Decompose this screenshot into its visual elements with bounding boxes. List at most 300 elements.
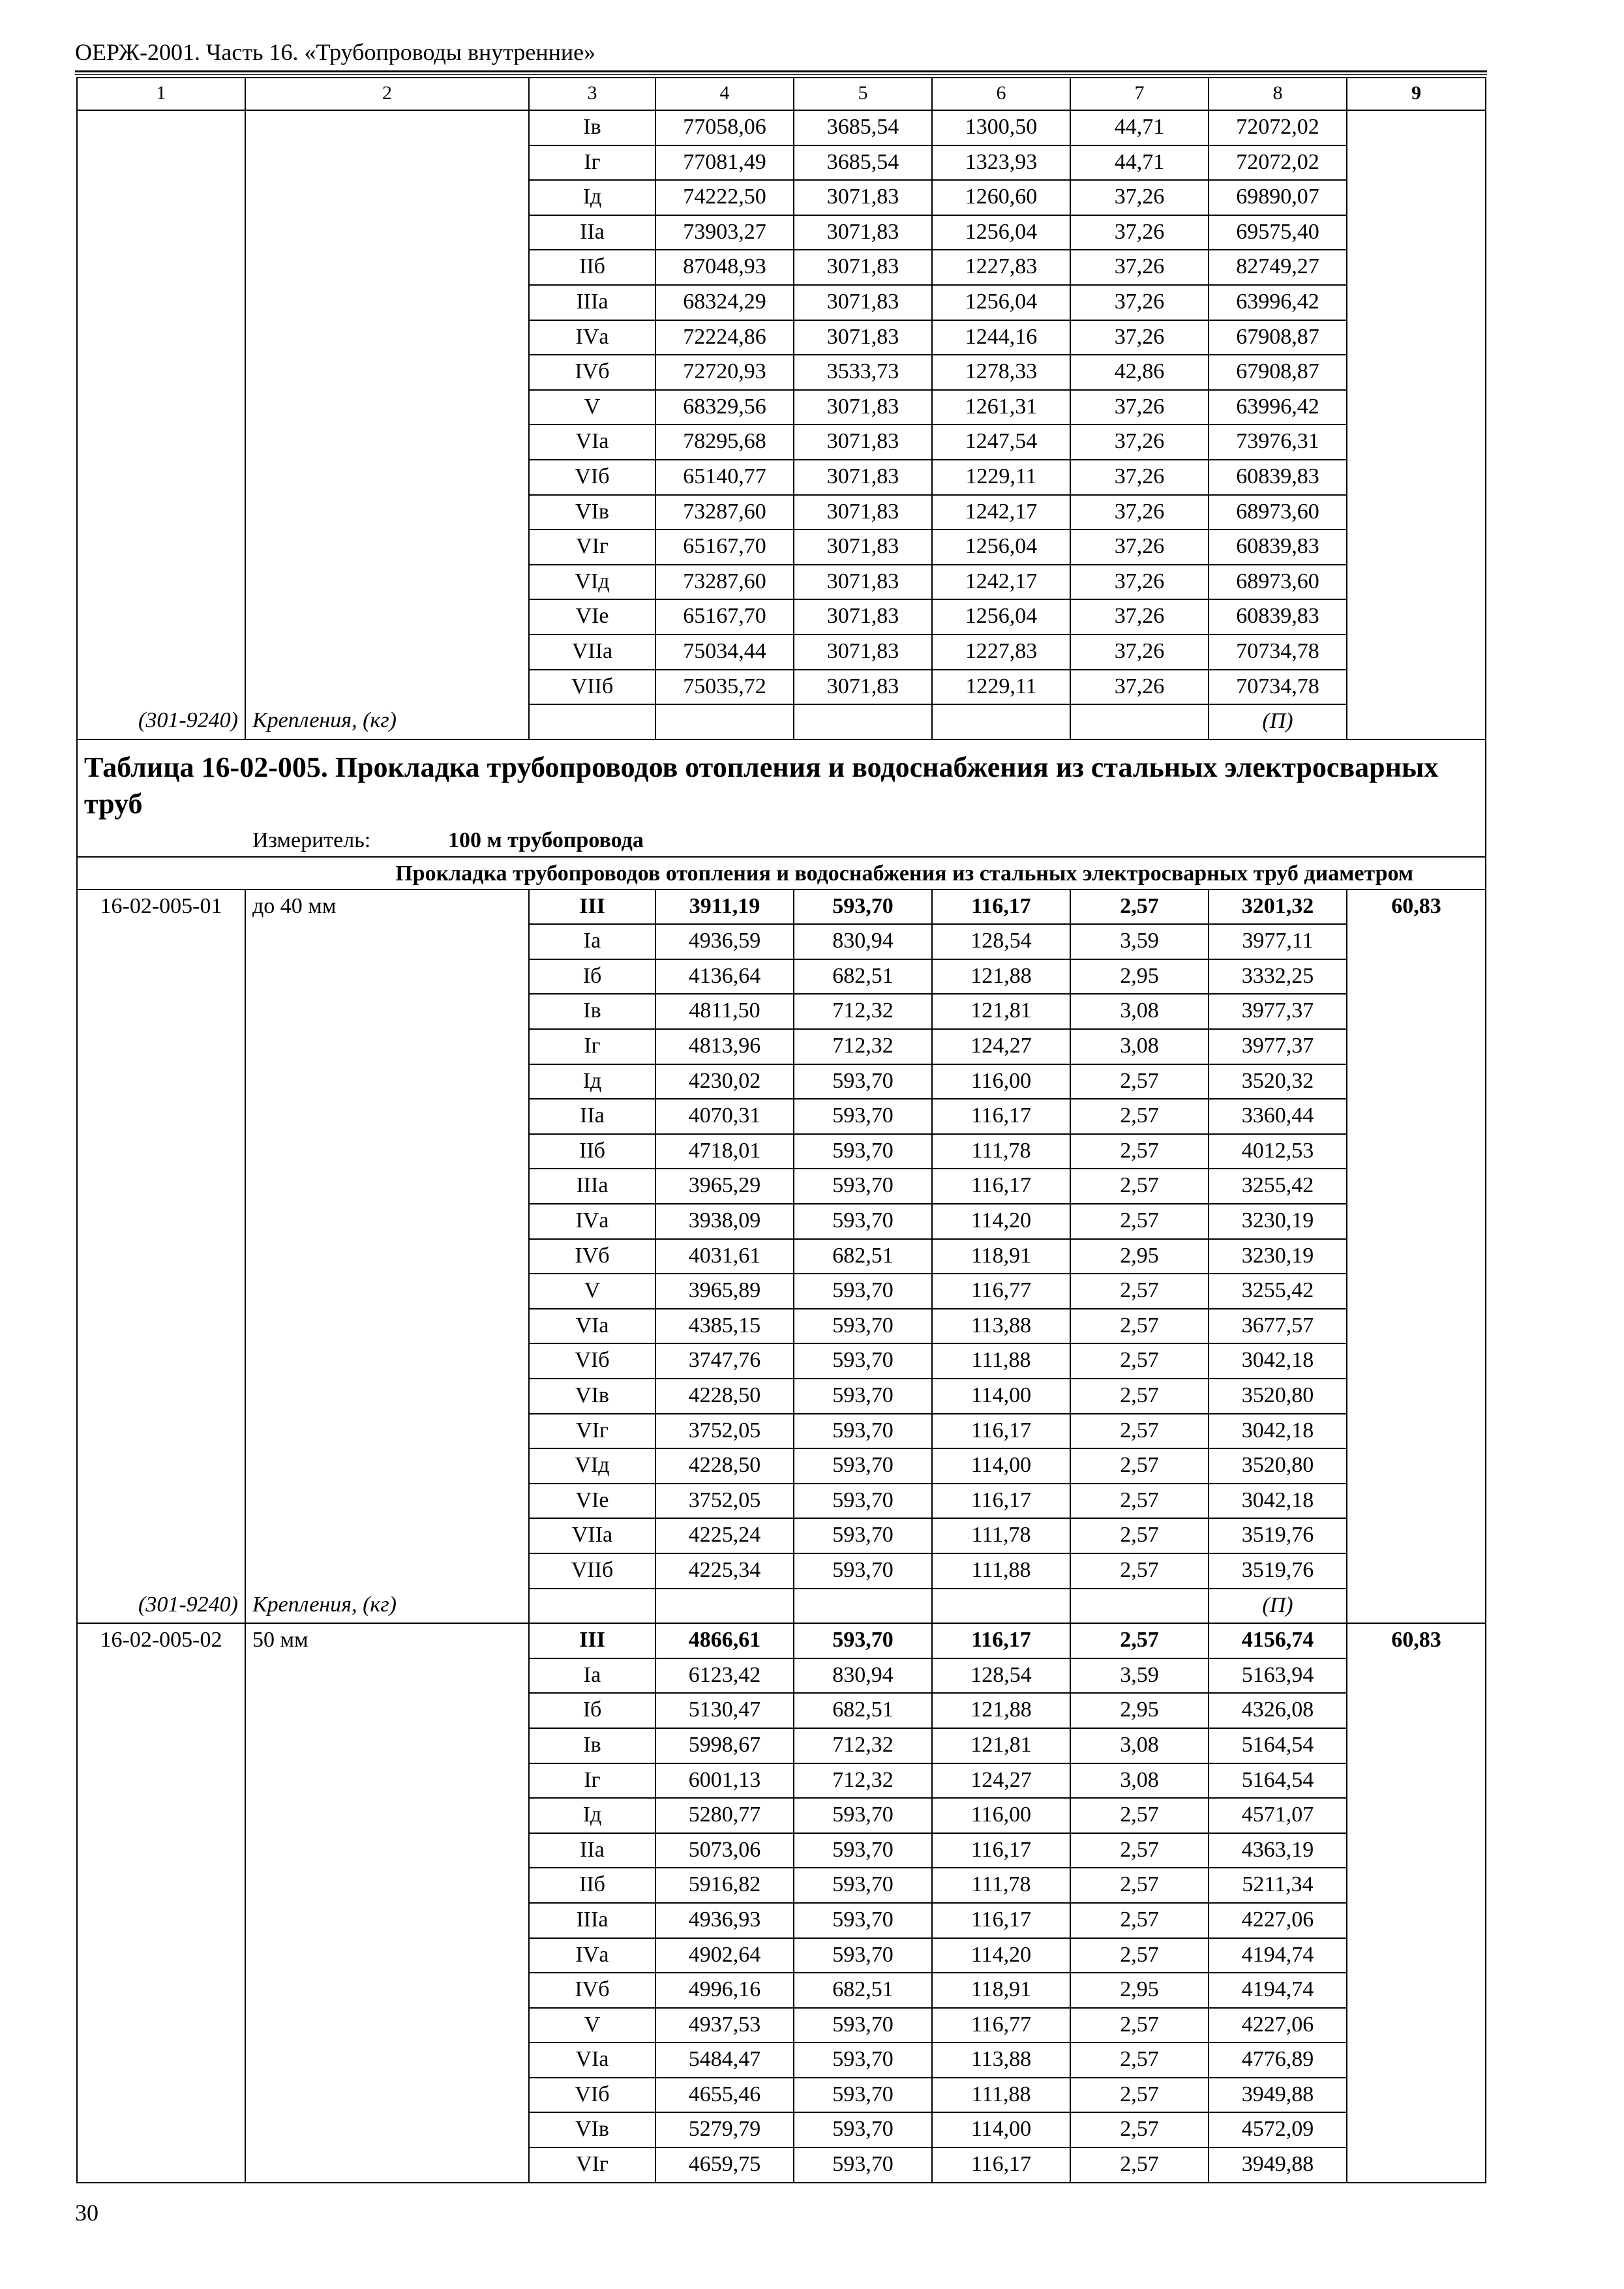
price-value: 69575,40: [1209, 215, 1347, 250]
price-value: 1229,11: [932, 460, 1070, 495]
price-value: 1227,83: [932, 635, 1070, 670]
price-value: 5279,79: [655, 2112, 794, 2147]
zone-code: VIв: [529, 495, 655, 530]
price-value: 60839,83: [1209, 460, 1347, 495]
page-header: ОЕРЖ-2001. Часть 16. «Трубопроводы внутренние»: [75, 39, 596, 65]
price-value: 2,57: [1070, 1309, 1209, 1344]
price-value: 3520,80: [1209, 1379, 1347, 1414]
blank-cell: [77, 1134, 245, 1169]
blank-cell: [245, 1868, 529, 1903]
zone-code: VIа: [529, 425, 655, 460]
blank-cell: [245, 460, 529, 495]
blank-cell: [245, 1728, 529, 1763]
price-value: 593,70: [794, 1448, 932, 1484]
blank-cell: [1347, 924, 1486, 959]
page-number: 30: [75, 2200, 98, 2226]
price-value: 4225,34: [655, 1553, 794, 1589]
blank-cell: [77, 180, 245, 215]
price-value: 2,57: [1070, 1553, 1209, 1589]
price-value: 82749,27: [1209, 250, 1347, 285]
price-value: 68973,60: [1209, 565, 1347, 600]
blank-cell: [1347, 1343, 1486, 1379]
blank-cell: [77, 390, 245, 425]
blank-cell: [1347, 1169, 1486, 1204]
price-value: 1256,04: [932, 285, 1070, 320]
price-value: 712,32: [794, 1029, 932, 1064]
blank-cell: [245, 250, 529, 285]
price-value: 37,26: [1070, 599, 1209, 635]
table-row: [77, 1134, 1486, 1169]
price-value: 1247,54: [932, 425, 1070, 460]
zone-code: IVб: [529, 1239, 655, 1274]
price-value: 5164,54: [1209, 1763, 1347, 1799]
blank-cell: [77, 599, 245, 635]
price-value: 3255,42: [1209, 1274, 1347, 1309]
blank-cell: [1347, 1553, 1486, 1589]
price-value: 2,57: [1070, 1169, 1209, 1204]
price-value: 4194,74: [1209, 1938, 1347, 1973]
blank-cell: [77, 355, 245, 390]
zone-code: V: [529, 390, 655, 425]
blank-cell: [245, 285, 529, 320]
price-value: 70734,78: [1209, 635, 1347, 670]
price-value: 3747,76: [655, 1343, 794, 1379]
blank-cell: [1347, 1064, 1486, 1100]
blank-cell: [77, 145, 245, 181]
price-value: 72072,02: [1209, 145, 1347, 181]
price-value: 4776,89: [1209, 2042, 1347, 2078]
blank-cell: [1347, 704, 1486, 740]
zone-code: IIб: [529, 1868, 655, 1903]
price-value: 116,77: [932, 2008, 1070, 2043]
table-subheader: Прокладка трубопроводов отопления и водоснабжения из стальных электросварных труб диаметром: [77, 857, 1486, 890]
zone-code: V: [529, 2008, 655, 2043]
price-value: 3685,54: [794, 110, 932, 145]
price-value: 4326,08: [1209, 1693, 1347, 1728]
blank-cell: [245, 2078, 529, 2113]
price-value: 4194,74: [1209, 1973, 1347, 2008]
price-value: 2,57: [1070, 1064, 1209, 1100]
price-value: 4156,74: [1209, 1623, 1347, 1658]
blank-cell: [1347, 355, 1486, 390]
measure-cell: [77, 827, 1486, 857]
price-value: 593,70: [794, 1868, 932, 1903]
blank-cell: [77, 1553, 245, 1589]
zone-code: VIб: [529, 460, 655, 495]
price-value: 37,26: [1070, 495, 1209, 530]
price-value: 3042,18: [1209, 1343, 1347, 1379]
table-row: [77, 425, 1486, 460]
price-value: 1278,33: [932, 355, 1070, 390]
price-value: 593,70: [794, 1064, 932, 1100]
zone-code: IVа: [529, 1204, 655, 1239]
zone-code: IIIа: [529, 285, 655, 320]
blank-cell: [77, 1274, 245, 1309]
price-value: 67908,87: [1209, 355, 1347, 390]
table-body: [77, 78, 1486, 2183]
blank-cell: [245, 994, 529, 1029]
price-value: 75035,72: [655, 670, 794, 705]
blank-cell: [77, 1763, 245, 1799]
price-value: 68973,60: [1209, 495, 1347, 530]
blank-cell: [245, 2112, 529, 2147]
column-number: 9: [1347, 78, 1486, 110]
price-value: 3520,32: [1209, 1064, 1347, 1100]
price-value: 593,70: [794, 1623, 932, 1658]
price-value: 73287,60: [655, 495, 794, 530]
table-row: [77, 1973, 1486, 2008]
blank-cell: [245, 1798, 529, 1833]
blank-cell: [1347, 1658, 1486, 1694]
blank-cell: [1347, 2042, 1486, 2078]
price-value: 593,70: [794, 1518, 932, 1553]
price-value: 3519,76: [1209, 1518, 1347, 1553]
price-value: 3042,18: [1209, 1414, 1347, 1449]
price-value: 4228,50: [655, 1379, 794, 1414]
table-row: [77, 1448, 1486, 1484]
blank-cell: [245, 1693, 529, 1728]
table-row: [77, 599, 1486, 635]
price-value: 73903,27: [655, 215, 794, 250]
blank-cell: [77, 1484, 245, 1519]
column-number-row: [77, 78, 1486, 110]
zone-code: IIа: [529, 1099, 655, 1134]
price-value: 3071,83: [794, 670, 932, 705]
price-value: 37,26: [1070, 320, 1209, 355]
blank-cell: [77, 565, 245, 600]
blank-cell: [1347, 1239, 1486, 1274]
column-number: 1: [77, 78, 245, 110]
price-value: 3977,37: [1209, 994, 1347, 1029]
blank-cell: [77, 670, 245, 705]
price-value: 3071,83: [794, 180, 932, 215]
blank-cell: [932, 704, 1070, 740]
blank-cell: [77, 1728, 245, 1763]
price-value: 1256,04: [932, 599, 1070, 635]
blank-cell: [1347, 1099, 1486, 1134]
price-value: 1242,17: [932, 565, 1070, 600]
zone-code: IVа: [529, 1938, 655, 1973]
table-row: [77, 2008, 1486, 2043]
table-row: [77, 1868, 1486, 1903]
zone-code: Iв: [529, 1728, 655, 1763]
fastening-value: (П): [1209, 1589, 1347, 1624]
blank-cell: [245, 565, 529, 600]
price-value: 4902,64: [655, 1938, 794, 1973]
blank-cell: [77, 2112, 245, 2147]
zone-code: VIд: [529, 1448, 655, 1484]
table-row: [77, 1553, 1486, 1589]
table-row: [77, 530, 1486, 565]
blank-cell: [1070, 1589, 1209, 1624]
price-value: 114,20: [932, 1204, 1070, 1239]
blank-cell: [77, 320, 245, 355]
price-value: 682,51: [794, 1973, 932, 2008]
price-value: 593,70: [794, 1484, 932, 1519]
blank-cell: [1347, 460, 1486, 495]
blank-cell: [1347, 1448, 1486, 1484]
blank-cell: [1347, 1484, 1486, 1519]
blank-cell: [245, 635, 529, 670]
zone-code: VIе: [529, 599, 655, 635]
table-row: [77, 1379, 1486, 1414]
price-value: 67908,87: [1209, 320, 1347, 355]
position-code: 16-02-005-02: [77, 1623, 245, 1658]
price-value: 3,08: [1070, 1029, 1209, 1064]
table-row: [77, 2147, 1486, 2183]
price-value: 2,57: [1070, 1484, 1209, 1519]
zone-code: Iб: [529, 959, 655, 995]
blank-cell: [77, 1239, 245, 1274]
blank-cell: [245, 2042, 529, 2078]
price-value: 116,17: [932, 1623, 1070, 1658]
table-row: [77, 994, 1486, 1029]
header-rule-thick: [75, 70, 1487, 72]
price-value: 682,51: [794, 1239, 932, 1274]
price-value: 116,17: [932, 890, 1070, 925]
header-rule-thin: [75, 74, 1487, 75]
zone-code: VIе: [529, 1484, 655, 1519]
price-value: 118,91: [932, 1973, 1070, 2008]
price-value: 44,71: [1070, 110, 1209, 145]
column-number: 4: [655, 78, 794, 110]
price-value: 111,88: [932, 1553, 1070, 1589]
blank-cell: [245, 1484, 529, 1519]
price-value: 116,77: [932, 1274, 1070, 1309]
table-row: [77, 355, 1486, 390]
blank-cell: [245, 215, 529, 250]
blank-cell: [77, 530, 245, 565]
price-value: 4937,53: [655, 2008, 794, 2043]
blank-cell: [245, 1518, 529, 1553]
price-value: 593,70: [794, 2008, 932, 2043]
blank-cell: [245, 1938, 529, 1973]
price-value: 593,70: [794, 1903, 932, 1938]
price-value: 3965,89: [655, 1274, 794, 1309]
blank-cell: [1347, 1589, 1486, 1624]
blank-cell: [1347, 565, 1486, 600]
price-value: 3752,05: [655, 1484, 794, 1519]
blank-cell: [245, 180, 529, 215]
table-row: [77, 565, 1486, 600]
zone-code: VIг: [529, 1414, 655, 1449]
price-value: 2,57: [1070, 890, 1209, 925]
price-value: 5998,67: [655, 1728, 794, 1763]
zone-code: Iа: [529, 924, 655, 959]
column-number: 5: [794, 78, 932, 110]
blank-cell: [77, 635, 245, 670]
price-value: 1256,04: [932, 530, 1070, 565]
zone-code: VIа: [529, 2042, 655, 2078]
zone-code: IIа: [529, 1833, 655, 1868]
blank-cell: [1347, 110, 1486, 145]
price-value: 4227,06: [1209, 2008, 1347, 2043]
price-value: 3938,09: [655, 1204, 794, 1239]
zone-code: IVа: [529, 320, 655, 355]
blank-cell: [77, 1903, 245, 1938]
blank-cell: [1347, 1204, 1486, 1239]
price-value: 593,70: [794, 1833, 932, 1868]
price-value: 111,78: [932, 1868, 1070, 1903]
blank-cell: [1347, 2078, 1486, 2113]
price-value: 77058,06: [655, 110, 794, 145]
zone-code: Iд: [529, 1798, 655, 1833]
blank-cell: [1347, 145, 1486, 181]
price-value: 593,70: [794, 1343, 932, 1379]
blank-cell: [77, 1414, 245, 1449]
price-value: 593,70: [794, 2147, 932, 2183]
price-value: 1244,16: [932, 320, 1070, 355]
price-value: 6123,42: [655, 1658, 794, 1694]
price-value: 593,70: [794, 1134, 932, 1169]
blank-cell: [77, 994, 245, 1029]
measure-row: [77, 827, 1486, 857]
price-value: 2,57: [1070, 2042, 1209, 2078]
price-value: 3071,83: [794, 390, 932, 425]
price-value: 682,51: [794, 959, 932, 995]
blank-cell: [245, 1379, 529, 1414]
price-value: 75034,44: [655, 635, 794, 670]
table-row: [77, 180, 1486, 215]
price-value: 3071,83: [794, 320, 932, 355]
price-value: 68324,29: [655, 285, 794, 320]
blank-cell: [529, 704, 655, 740]
price-value: 712,32: [794, 994, 932, 1029]
price-value: 593,70: [794, 890, 932, 925]
price-value: 2,95: [1070, 1973, 1209, 2008]
price-value: 593,70: [794, 1204, 932, 1239]
price-value: 128,54: [932, 1658, 1070, 1694]
blank-cell: [245, 1903, 529, 1938]
blank-cell: [77, 425, 245, 460]
blank-cell: [1347, 2008, 1486, 2043]
blank-cell: [1347, 425, 1486, 460]
price-value: 2,95: [1070, 1239, 1209, 1274]
price-value: 4866,61: [655, 1623, 794, 1658]
blank-cell: [1347, 1379, 1486, 1414]
blank-cell: [1347, 959, 1486, 995]
price-value: 1261,31: [932, 390, 1070, 425]
price-value: 4031,61: [655, 1239, 794, 1274]
zone-code: VIв: [529, 2112, 655, 2147]
table-row: [77, 110, 1486, 145]
price-value: 3255,42: [1209, 1169, 1347, 1204]
table-row: [77, 670, 1486, 705]
price-value: 593,70: [794, 1309, 932, 1344]
price-value: 3071,83: [794, 495, 932, 530]
blank-cell: [1347, 250, 1486, 285]
blank-cell: [245, 1274, 529, 1309]
blank-cell: [245, 1309, 529, 1344]
price-value: 4655,46: [655, 2078, 794, 2113]
price-value: 4227,06: [1209, 1903, 1347, 1938]
blank-cell: [1347, 215, 1486, 250]
position-name: 50 мм: [245, 1623, 529, 1658]
table-row: [77, 1274, 1486, 1309]
price-value: 37,26: [1070, 250, 1209, 285]
price-value: 712,32: [794, 1728, 932, 1763]
blank-cell: [77, 1833, 245, 1868]
price-value: 593,70: [794, 1414, 932, 1449]
blank-cell: [245, 320, 529, 355]
blank-cell: [1347, 530, 1486, 565]
price-value: 3360,44: [1209, 1099, 1347, 1134]
fastening-code: (301-9240): [77, 1589, 245, 1624]
blank-cell: [1347, 1029, 1486, 1064]
price-value: 5280,77: [655, 1798, 794, 1833]
position-code: 16-02-005-01: [77, 890, 245, 925]
price-value: 6001,13: [655, 1763, 794, 1799]
blank-cell: [245, 1973, 529, 2008]
price-value: 63996,42: [1209, 285, 1347, 320]
price-value: 4228,50: [655, 1448, 794, 1484]
price-value: 593,70: [794, 1553, 932, 1589]
price-value: 65140,77: [655, 460, 794, 495]
blank-cell: [77, 2008, 245, 2043]
table-row: [77, 1099, 1486, 1134]
blank-cell: [77, 1693, 245, 1728]
price-value: 2,57: [1070, 2008, 1209, 2043]
price-value: 3071,83: [794, 425, 932, 460]
zone-code: VIд: [529, 565, 655, 600]
price-value: 3071,83: [794, 565, 932, 600]
price-value: 1227,83: [932, 250, 1070, 285]
table-row: [77, 1239, 1486, 1274]
price-value: 593,70: [794, 2112, 932, 2147]
price-value: 4936,93: [655, 1903, 794, 1938]
blank-cell: [245, 1099, 529, 1134]
zone-code: VIв: [529, 1379, 655, 1414]
price-value: 116,17: [932, 1099, 1070, 1134]
price-value: 3,08: [1070, 1763, 1209, 1799]
price-value: 3,08: [1070, 994, 1209, 1029]
blank-cell: [77, 1343, 245, 1379]
blank-cell: [245, 1414, 529, 1449]
price-value: 4012,53: [1209, 1134, 1347, 1169]
price-value: 4070,31: [655, 1099, 794, 1134]
price-value: 116,00: [932, 1064, 1070, 1100]
labor-cost: 60,83: [1347, 890, 1486, 925]
price-value: 37,26: [1070, 390, 1209, 425]
blank-cell: [245, 530, 529, 565]
price-value: 5211,34: [1209, 1868, 1347, 1903]
price-value: 121,88: [932, 1693, 1070, 1728]
zone-code: IIб: [529, 250, 655, 285]
blank-cell: [245, 959, 529, 995]
price-value: 37,26: [1070, 670, 1209, 705]
price-value: 65167,70: [655, 530, 794, 565]
table-title-row: [77, 740, 1486, 827]
measure-value: 100 м трубопровода: [448, 828, 644, 852]
price-value: 37,26: [1070, 635, 1209, 670]
price-value: 3533,73: [794, 355, 932, 390]
table-row: [77, 1728, 1486, 1763]
price-value: 4936,59: [655, 924, 794, 959]
price-value: 2,57: [1070, 1833, 1209, 1868]
blank-cell: [245, 1448, 529, 1484]
price-value: 3,59: [1070, 1658, 1209, 1694]
blank-cell: [245, 2147, 529, 2183]
price-value: 4659,75: [655, 2147, 794, 2183]
price-value: 116,17: [932, 1903, 1070, 1938]
blank-cell: [77, 924, 245, 959]
blank-cell: [1347, 1798, 1486, 1833]
blank-cell: [1347, 1973, 1486, 2008]
price-value: 37,26: [1070, 215, 1209, 250]
labor-cost: 60,83: [1347, 1623, 1486, 1658]
table-row: [77, 1169, 1486, 1204]
price-value: 111,88: [932, 1343, 1070, 1379]
